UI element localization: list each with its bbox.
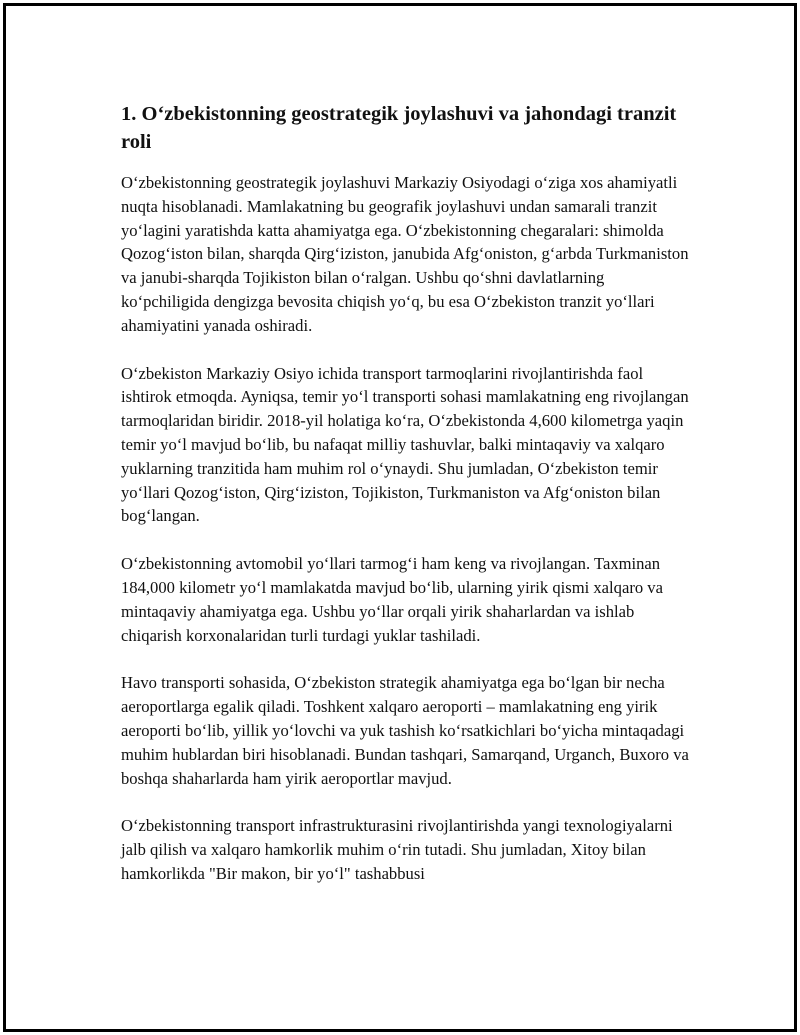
page-frame — [3, 3, 797, 1032]
section-title: 1. O‘zbekistonning geostrategik joylashuvi va jahondagi tranzit roli — [121, 103, 677, 153]
paragraph-road-network: O‘zbekistonning avtomobil yo‘llari tarmog‘i ham keng va rivojlangan. Taxminan 184,000 kilometr yo‘l mamlakatda mavjud bo‘lib, ularning yirik qismi xalqaro va mintaqaviy ahamiyatga ega. Ushbu yo‘llar orqali yirik shaharlardan va ishlab chiqarish korxonalaridan turli turdagi yuklar tashiladi. — [121, 554, 663, 645]
paragraph-railway-transport: O‘zbekiston Markaziy Osiyo ichida transport tarmoqlarini rivojlantirishda faol ishtirok etmoqda. Ayniqsa, temir yo‘l transporti sohasi mamlakatning eng rivojlangan tarmoqlaridan biridir. 2018-yil holatiga ko‘ra, O‘zbekistonda 4,600 kilometrga yaqin temir yo‘l mavjud bo‘lib, bu nafaqat milliy tashuvlar, balki mintaqaviy va xalqaro yuklarning tranzitida ham muhim rol o‘ynaydi. Shu jumladan, O‘zbekiston temir yo‘llari Qozog‘iston, Qirg‘iziston, Tojikiston, Turkmaniston va Afg‘oniston bilan bog‘langan. — [121, 363, 689, 526]
paragraph-air-transport: Havo transporti sohasida, O‘zbekiston strategik ahamiyatga ega bo‘lgan bir necha aeroportlarga egalik qiladi. Toshkent xalqaro aeroporti – mamlakatning eng yirik aeroporti bo‘lib, yillik yo‘lovchi va yuk tashish ko‘rsatkichlari bo‘yicha mintaqadagi muhim hublardan biri hisoblanadi. Bundan tashqari, Samarqand, Urganch, Buxoro va boshqa shaharlarda ham yirik aeroportlar mavjud. — [121, 673, 689, 788]
document-body — [121, 100, 693, 910]
paragraph-geostrategic-location: O‘zbekistonning geostrategik joylashuvi Markaziy Osiyodagi o‘ziga xos ahamiyatli nuqta hisoblanadi. Mamlakatning bu geografik joylashuvi undan samarali tranzit yo‘lagini yaratishda katta ahamiyatga ega. O‘zbekistonning chegaralari: shimolda Qozog‘iston bilan, sharqda Qirg‘iziston, janubida Afg‘oniston, g‘arbda Turkmaniston va janubi-sharqda Tojikiston bilan o‘ralgan. Ushbu qo‘shni davlatlarning ko‘pchiligida dengizga bevosita chiqish yo‘q, bu esa O‘zbekiston tranzit yo‘llari ahamiyatini yanada oshiradi. — [121, 173, 689, 335]
paragraph-international-cooperation: O‘zbekistonning transport infrastrukturasini rivojlantirishda yangi texnologiyalarni jalb qilish va xalqaro hamkorlik muhim o‘rin tutadi. Shu jumladan, Xitoy bilan hamkorlikda "Bir makon, bir yo‘l" tashabbusi — [121, 816, 673, 883]
